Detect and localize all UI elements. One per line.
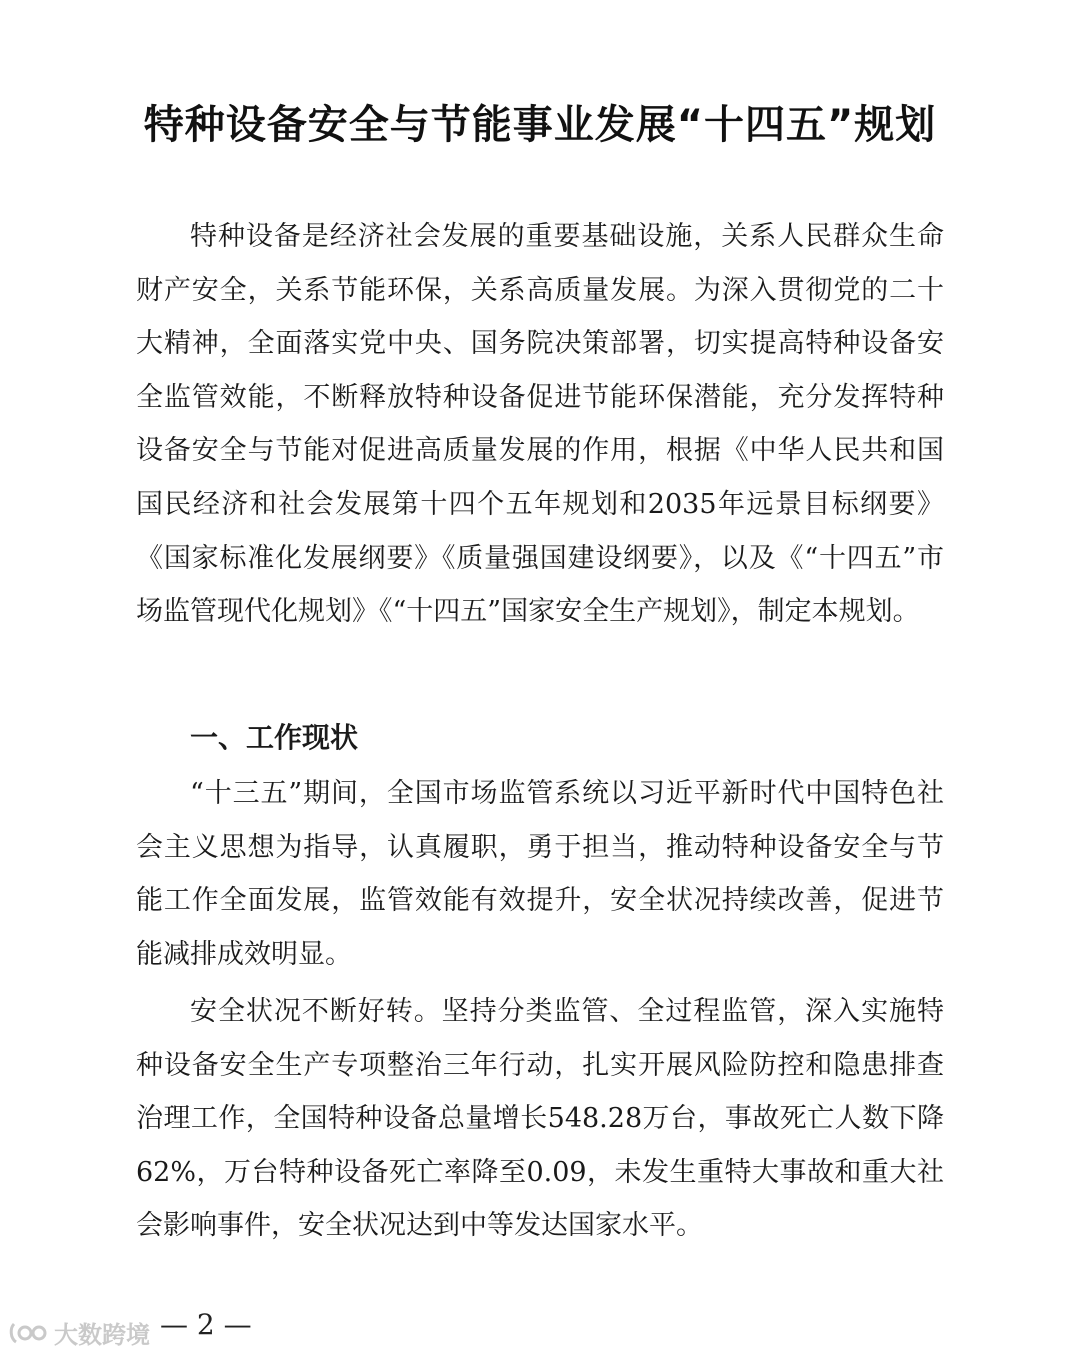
section-heading: 一、工作现状	[190, 721, 359, 754]
safety-paragraph: 安全状况不断好转。坚持分类监管、全过程监管，深入实施特种设备安全生产专项整治三年行动，扎实开展风险防控和隐患排查治理工作，全国特种设备总量增长548.28万台，事故死亡人数下降62%，万台特种设备死亡率降至0.09，未发生重特大事故和重大社会影响事件，安全状况达到中等发达国家水平。	[136, 996, 944, 1242]
watermark	[8, 1315, 150, 1350]
watermark-text: 大数跨境	[54, 1321, 150, 1349]
section-1-body	[136, 767, 944, 981]
safety-section	[136, 985, 944, 1253]
document-title: 特种设备安全与节能事业发展“十四五”规划	[143, 102, 937, 148]
intro-paragraph: 特种设备是经济社会发展的重要基础设施，关系人民群众生命财产安全，关系节能环保，关系高质量发展。为深入贯彻党的二十大精神，全面落实党中央、国务院决策部署，切实提高特种设备安全监管效能，不断释放特种设备促进节能环保潜能，充分发挥特种设备安全与节能对促进高质量发展的作用，根据《中华人民共和国国民经济和社会发展第十四个五年规划和2035年远景目标纲要》《国家标准化发展纲要》《质量强国建设纲要》，以及《“十四五”市场监管现代化规划》《“十四五”国家安全生产规划》，制定本规划。	[136, 221, 944, 628]
page-number: — 2 —	[160, 1308, 252, 1341]
status-paragraph: “十三五”期间，全国市场监管系统以习近平新时代中国特色社会主义思想为指导，认真履职，勇于担当，推动特种设备安全与节能工作全面发展，监管效能有效提升，安全状况持续改善，促进节能减排成效明显。	[136, 778, 944, 970]
brand-logo-icon	[8, 1320, 48, 1346]
intro-section	[136, 210, 944, 639]
